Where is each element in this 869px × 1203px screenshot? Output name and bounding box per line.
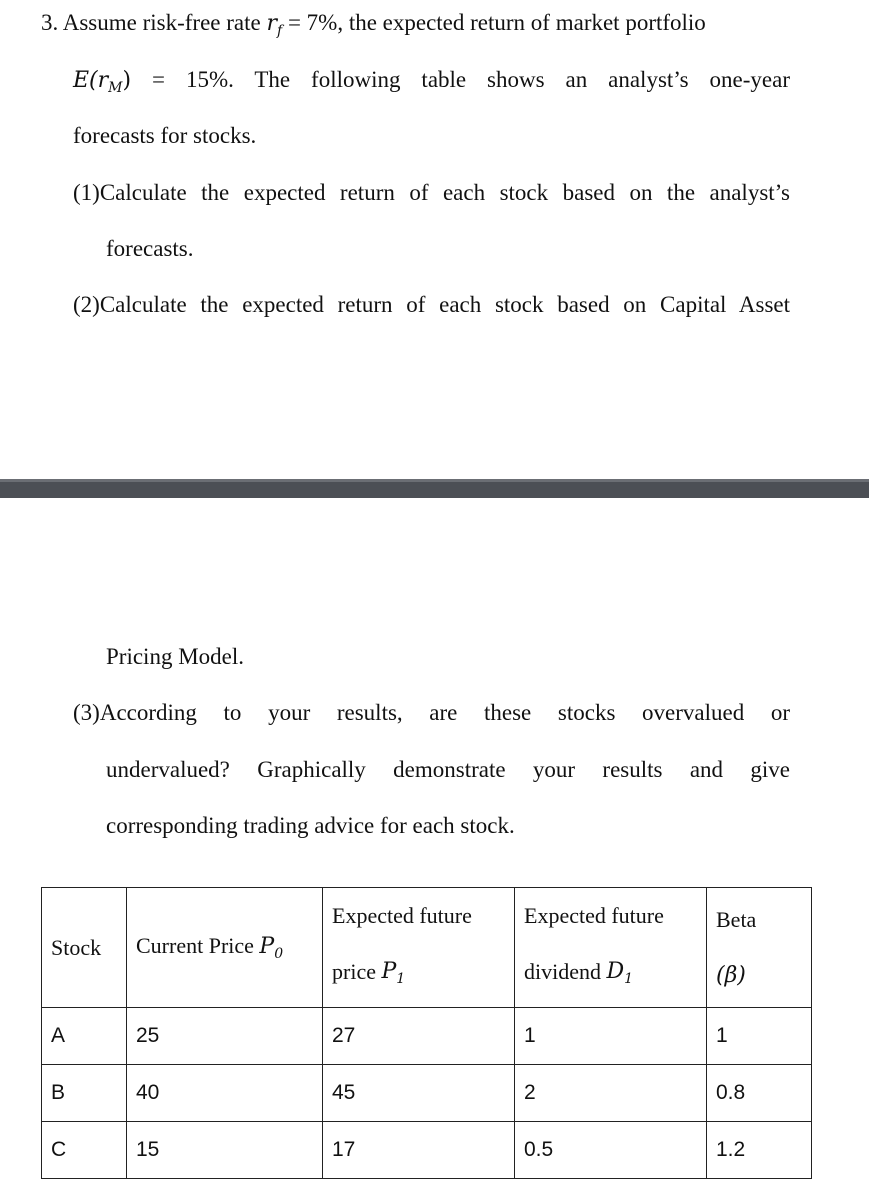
part-3-line-2: undervalued? Graphically demonstrate your results and give <box>106 757 790 782</box>
part-2-text: Calculate the expected return of each stock based on Capital Asset <box>99 292 790 317</box>
question-text-c: = 15%. The following table shows an analyst’s one-year <box>152 67 791 92</box>
page-divider <box>0 479 869 498</box>
part-2-line-1 <box>73 291 790 319</box>
part-3-text: According to your results, are these stocks overvalued or <box>99 700 790 725</box>
cell-p0: 25 <box>127 1008 323 1065</box>
cell-d1: 0.5 <box>515 1122 707 1179</box>
part-3-line-3: corresponding trading advice for each stock. <box>106 813 515 838</box>
cell-beta: 1.2 <box>707 1122 812 1179</box>
part-1-label: (1) <box>73 180 100 205</box>
table-row <box>42 1008 812 1065</box>
question-text-b: = 7%, the expected return of market portfolio <box>287 10 706 35</box>
header-stock: Stock <box>42 888 127 1008</box>
cell-beta: 1 <box>707 1008 812 1065</box>
rf-symbol: $r_f$ <box>266 11 283 39</box>
part-3-label: (3) <box>73 700 100 725</box>
stock-forecast-table <box>41 887 812 1179</box>
cell-p1: 17 <box>323 1122 515 1179</box>
header-expected-dividend: Expected future dividend $D_1$ <box>515 888 707 1008</box>
part-1-text: Calculate the expected return of each stock based on the analyst’s <box>99 180 790 205</box>
cell-stock: A <box>42 1008 127 1065</box>
part-1-line-2: forecasts. <box>106 236 194 261</box>
cell-p0: 40 <box>127 1065 323 1122</box>
table-row <box>42 1122 812 1179</box>
cell-beta: 0.8 <box>707 1065 812 1122</box>
header-beta: Beta (β) <box>707 888 812 1008</box>
part-1-line-1 <box>73 179 790 207</box>
question-line-3: forecasts for stocks. <box>73 123 257 148</box>
question-text-a: Assume risk-free rate <box>62 10 261 35</box>
question-line-1 <box>41 9 791 45</box>
question-number: 3. <box>41 10 59 35</box>
question-line-2 <box>73 66 790 102</box>
cell-stock: C <box>42 1122 127 1179</box>
cell-d1: 2 <box>515 1065 707 1122</box>
table-header-row <box>42 888 812 1008</box>
header-current-price: Current Price $P_0$ <box>127 888 323 1008</box>
erm-symbol: $E(r_M)$ <box>73 68 132 96</box>
header-expected-price: Expected future price $P_1$ <box>323 888 515 1008</box>
part-2-label: (2) <box>73 292 100 317</box>
cell-stock: B <box>42 1065 127 1122</box>
cell-p1: 27 <box>323 1008 515 1065</box>
part-2-line-2: Pricing Model. <box>106 644 244 669</box>
cell-p1: 45 <box>323 1065 515 1122</box>
cell-p0: 15 <box>127 1122 323 1179</box>
part-3-line-1 <box>73 699 790 727</box>
cell-d1: 1 <box>515 1008 707 1065</box>
table-row <box>42 1065 812 1122</box>
